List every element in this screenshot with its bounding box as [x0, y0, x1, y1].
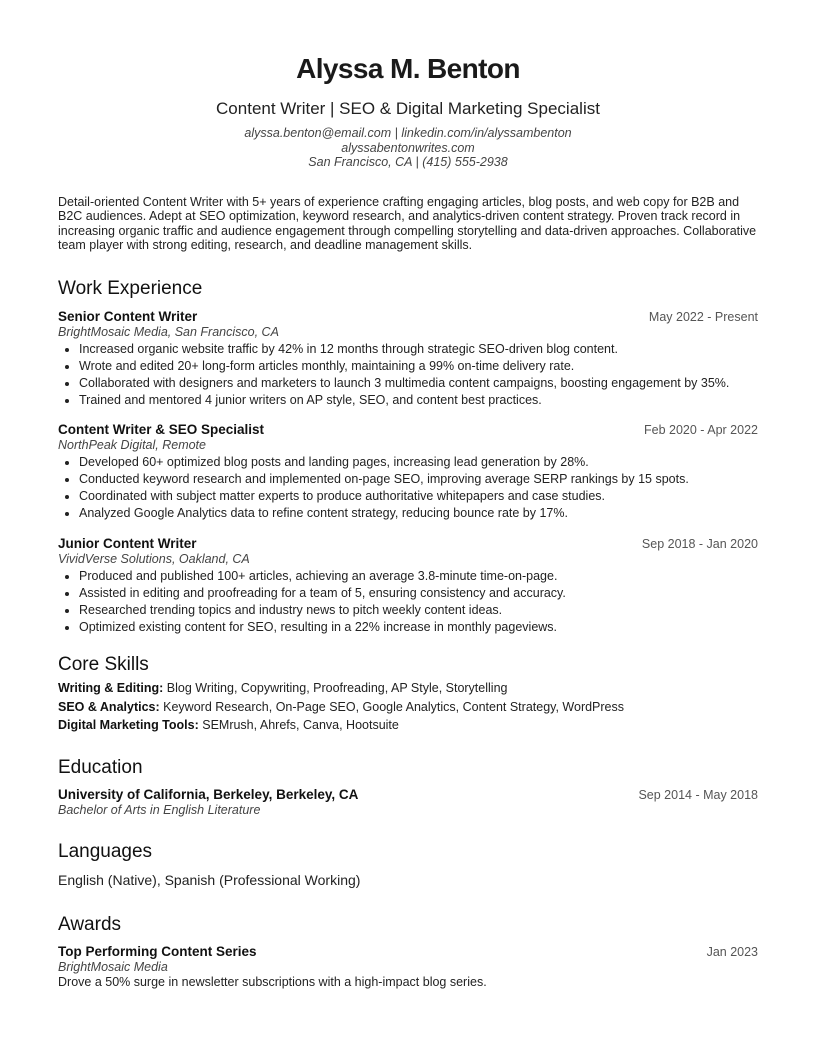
candidate-name: Alyssa M. Benton — [296, 53, 520, 84]
job-title: Junior Content Writer — [58, 535, 197, 551]
job-company: BrightMosaic Media, San Francisco, CA — [58, 324, 279, 339]
job-bullets — [58, 455, 758, 521]
section-heading-core-skills: Core Skills — [58, 654, 149, 675]
contact-block — [58, 126, 758, 170]
job-bullet: • Increased organic website traffic by 42% in 12 months through strategic SEO-driven blog content. — [79, 342, 758, 357]
job-bullets — [58, 569, 758, 635]
skill-list: SEMrush, Ahrefs, Canva, Hootsuite — [202, 718, 399, 732]
skill-row — [58, 698, 758, 717]
job-bullet: • Analyzed Google Analytics data to refine content strategy, reducing bounce rate by 17%. — [79, 506, 758, 521]
contact-email-linkedin: alyssa.benton@email.com | linkedin.com/in/alyssambenton — [244, 126, 572, 140]
job-dates: Feb 2020 - Apr 2022 — [644, 423, 758, 437]
job-bullet: • Optimized existing content for SEO, resulting in a 22% increase in monthly pageviews. — [79, 620, 758, 635]
section-heading-awards: Awards — [58, 913, 122, 935]
job-bullet: • Collaborated with designers and marketers to launch 3 multimedia content campaigns, boosting engagement by 35%. — [79, 376, 758, 391]
award-title: Top Performing Content Series — [58, 943, 257, 959]
languages-section — [58, 841, 758, 889]
job-dates: Sep 2018 - Jan 2020 — [641, 536, 758, 551]
job-bullet: • Researched trending topics and industry news to pitch weekly content ideas. — [79, 603, 758, 618]
section-heading-languages: Languages — [58, 840, 153, 862]
core-skills-section — [58, 654, 758, 735]
award-date: Jan 2023 — [706, 944, 758, 959]
job-bullets — [58, 342, 758, 408]
skill-category: Writing & Editing: — [58, 681, 164, 695]
job-bullet: • Trained and mentored 4 junior writers on AP style, SEO, and content best practices. — [79, 393, 758, 408]
job-bullet: • Wrote and edited 20+ long-form articles monthly, maintaining a 99% on-time delivery rate. — [79, 359, 758, 374]
languages-list: English (Native), Spanish (Professional Working) — [58, 871, 361, 888]
education-dates: Sep 2014 - May 2018 — [638, 787, 758, 802]
job-entry — [58, 536, 758, 635]
education-section — [58, 757, 758, 818]
work-experience-section — [58, 278, 758, 635]
skill-category: SEO & Analytics: — [58, 699, 160, 714]
skill-list: Keyword Research, On-Page SEO, Google Analytics, Content Strategy, WordPress — [163, 699, 625, 714]
job-title: Content Writer & SEO Specialist — [58, 422, 265, 437]
professional-summary: Detail-oriented Content Writer with 5+ years of experience crafting engaging articles, blog posts, and web copy for B2B and B2C audiences. Adept at SEO optimization, keyword research, and analytics-driven content strategy. Proven track record in increasing organic traffic and audience engagement through compelling storytelling and data-driven approaches. Collaborative team player with strong editing, research, and deadline management skills. — [58, 194, 757, 252]
job-bullet: • Developed 60+ optimized blog posts and landing pages, increasing lead generation by 28%. — [79, 455, 758, 470]
award-organization: BrightMosaic Media — [58, 959, 168, 974]
contact-location-phone: San Francisco, CA | (415) 555-2938 — [308, 155, 508, 169]
skill-list: Blog Writing, Copywriting, Proofreading, AP Style, Storytelling — [166, 681, 508, 695]
job-title: Senior Content Writer — [58, 308, 198, 324]
job-entry — [58, 422, 758, 521]
section-heading-work-experience: Work Experience — [58, 277, 203, 299]
skill-row — [58, 679, 758, 698]
school-name: University of California, Berkeley, Berkeley, CA — [58, 786, 359, 802]
skill-row — [58, 716, 758, 735]
job-dates: May 2022 - Present — [648, 309, 758, 324]
job-company: NorthPeak Digital, Remote — [58, 438, 206, 452]
contact-website: alyssabentonwrites.com — [341, 140, 475, 155]
job-bullet: • Conducted keyword research and implemented on-page SEO, improving average SERP rankings by 15 spots. — [79, 472, 758, 487]
degree: Bachelor of Arts in English Literature — [58, 802, 261, 817]
award-description: Drove a 50% surge in newsletter subscriptions with a high-impact blog series. — [58, 974, 487, 989]
headline: Content Writer | SEO & Digital Marketing Specialist — [216, 99, 600, 118]
job-entry — [58, 309, 758, 408]
awards-section — [58, 914, 758, 990]
job-bullet: • Assisted in editing and proofreading for a team of 5, ensuring consistency and accuracy. — [79, 586, 758, 601]
job-bullet: • Coordinated with subject matter experts to produce authoritative whitepapers and case studies. — [79, 489, 758, 504]
job-bullet: • Produced and published 100+ articles, achieving an average 3.8-minute time-on-page. — [79, 569, 758, 584]
skill-category: Digital Marketing Tools: — [58, 718, 199, 732]
section-heading-education: Education — [58, 756, 143, 778]
job-company: VividVerse Solutions, Oakland, CA — [58, 551, 250, 566]
